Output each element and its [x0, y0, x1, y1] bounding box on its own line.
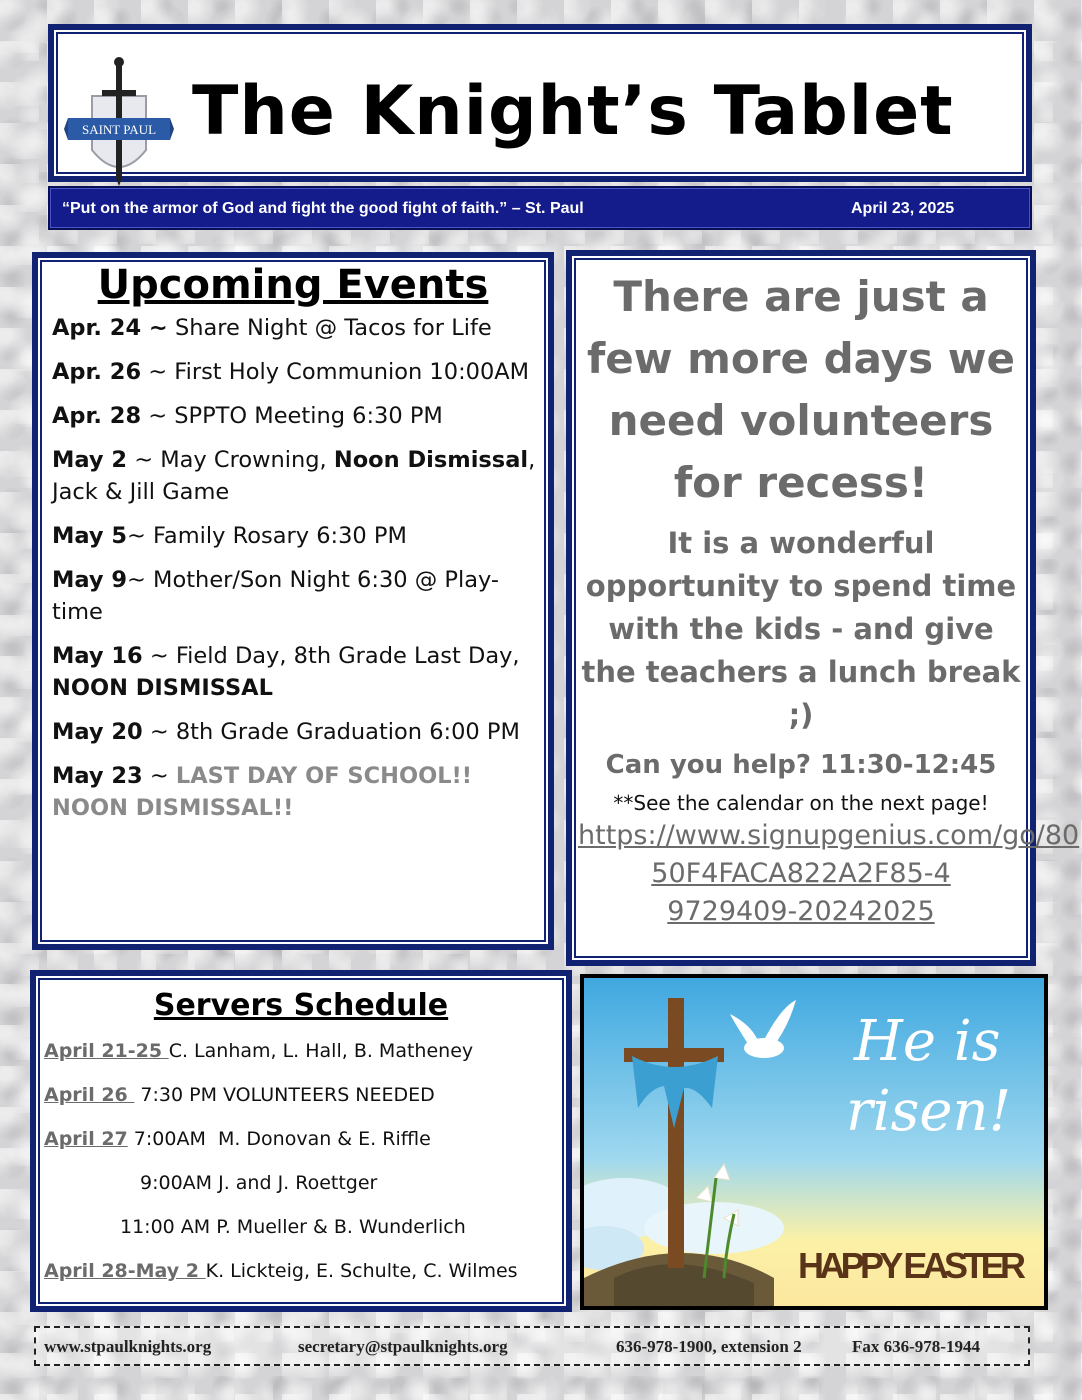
- server-date: April 26: [44, 1084, 135, 1106]
- server-row: [44, 1040, 473, 1062]
- event-emphasis: NOON DISMISSAL: [52, 675, 273, 701]
- event-text: Share Night @ Tacos for Life: [167, 315, 492, 341]
- server-date: April 28-May 2: [44, 1260, 206, 1282]
- server-row: [44, 1128, 431, 1150]
- event-emphasis: Noon Dismissal: [333, 447, 529, 473]
- server-row: [44, 1084, 435, 1106]
- newsletter-title: The Knight’s Tablet: [192, 72, 954, 151]
- event-date: May 20: [52, 719, 143, 745]
- server-names: 7:00AM M. Donovan & E. Riffle: [127, 1128, 431, 1150]
- saint-paul-logo: [64, 54, 174, 190]
- servers-title: Servers Schedule: [153, 988, 449, 1023]
- fax-number: Fax 636-978-1944: [852, 1337, 980, 1356]
- svg-text:HAPPY EASTER: HAPPY EASTER: [798, 1245, 1026, 1286]
- quote-banner: [48, 186, 1032, 230]
- event-item: [52, 640, 538, 704]
- signup-link[interactable]: https://www.signupgenius.com/go/80 50F4FACA822A2F85-4 9729409-20242025: [578, 820, 1080, 927]
- easter-illustration: [580, 974, 1048, 1310]
- volunteer-note: **See the calendar on the next page!: [613, 791, 989, 815]
- event-date: May 2: [52, 447, 128, 473]
- event-text: ~ Mother/Son Night 6:30 @ Play-time: [52, 567, 500, 625]
- events-title: Upcoming Events: [97, 262, 489, 308]
- event-item: [52, 444, 538, 508]
- event-highlight: LAST DAY OF SCHOOL!! NOON DISMISSAL!!: [52, 763, 473, 821]
- banner-quote: “Put on the armor of God and fight the good fight of faith.” – St. Paul: [62, 200, 584, 217]
- server-names: 9:00AM J. and J. Roettger: [140, 1172, 378, 1194]
- server-names: 7:30 PM VOLUNTEERS NEEDED: [134, 1084, 435, 1106]
- event-item: [52, 716, 538, 748]
- event-date: May 16: [52, 643, 143, 669]
- event-date: May 23: [52, 763, 143, 789]
- volunteer-panel: [578, 266, 1080, 931]
- event-text-tail: , Jack & Jill Game: [52, 447, 536, 505]
- event-date: May 9: [52, 567, 128, 593]
- volunteer-subtext: It is a wonderful opportunity to spend time with the kids - and give the teachers a lunch break ;): [581, 526, 1021, 732]
- svg-text:He is: He is: [854, 1009, 1001, 1074]
- issue-date: April 23, 2025: [851, 200, 955, 217]
- email-link[interactable]: secretary@stpaulknights.org: [298, 1337, 508, 1356]
- event-date: Apr. 28: [52, 403, 142, 429]
- server-row: [120, 1216, 466, 1238]
- contact-footer: [34, 1326, 1030, 1366]
- event-date: May 5: [52, 523, 128, 549]
- server-names: 11:00 AM P. Mueller & B. Wunderlich: [120, 1216, 466, 1238]
- event-item: [52, 520, 538, 552]
- event-date: Apr. 24 ~: [52, 315, 168, 341]
- website-link[interactable]: www.stpaulknights.org: [44, 1337, 212, 1356]
- server-row: [44, 1260, 518, 1282]
- volunteer-headline: There are just a few more days we need volunteers for recess!: [586, 272, 1016, 507]
- server-row: [140, 1172, 377, 1194]
- server-names: K. Lickteig, E. Schulte, C. Wilmes: [205, 1260, 518, 1282]
- server-date: April 21-25: [44, 1040, 169, 1062]
- event-text: ~ May Crowning,: [127, 447, 334, 473]
- event-text: ~ First Holy Communion 10:00AM: [141, 359, 530, 385]
- event-text: ~ Family Rosary 6:30 PM: [127, 523, 407, 549]
- event-text: ~ SPPTO Meeting 6:30 PM: [141, 403, 443, 429]
- server-names: C. Lanham, L. Hall, B. Matheney: [168, 1040, 474, 1062]
- event-item: [52, 564, 538, 628]
- event-text: ~ Field Day, 8th Grade Last Day,: [142, 643, 520, 669]
- event-date: Apr. 26: [52, 359, 142, 385]
- svg-text:risen!: risen!: [846, 1079, 1012, 1144]
- server-date: April 27: [44, 1128, 128, 1150]
- event-item: [52, 312, 538, 344]
- volunteer-help-time: Can you help? 11:30-12:45: [605, 750, 997, 780]
- event-text: ~ 8th Grade Graduation 6:00 PM: [142, 719, 520, 745]
- event-item: [52, 760, 538, 824]
- event-item: [52, 400, 538, 432]
- svg-text:SAINT PAUL: SAINT PAUL: [81, 122, 157, 137]
- event-text: ~: [142, 763, 176, 789]
- phone-number: 636-978-1900, extension 2: [616, 1337, 802, 1356]
- event-item: [52, 356, 538, 388]
- events-list: [52, 312, 538, 836]
